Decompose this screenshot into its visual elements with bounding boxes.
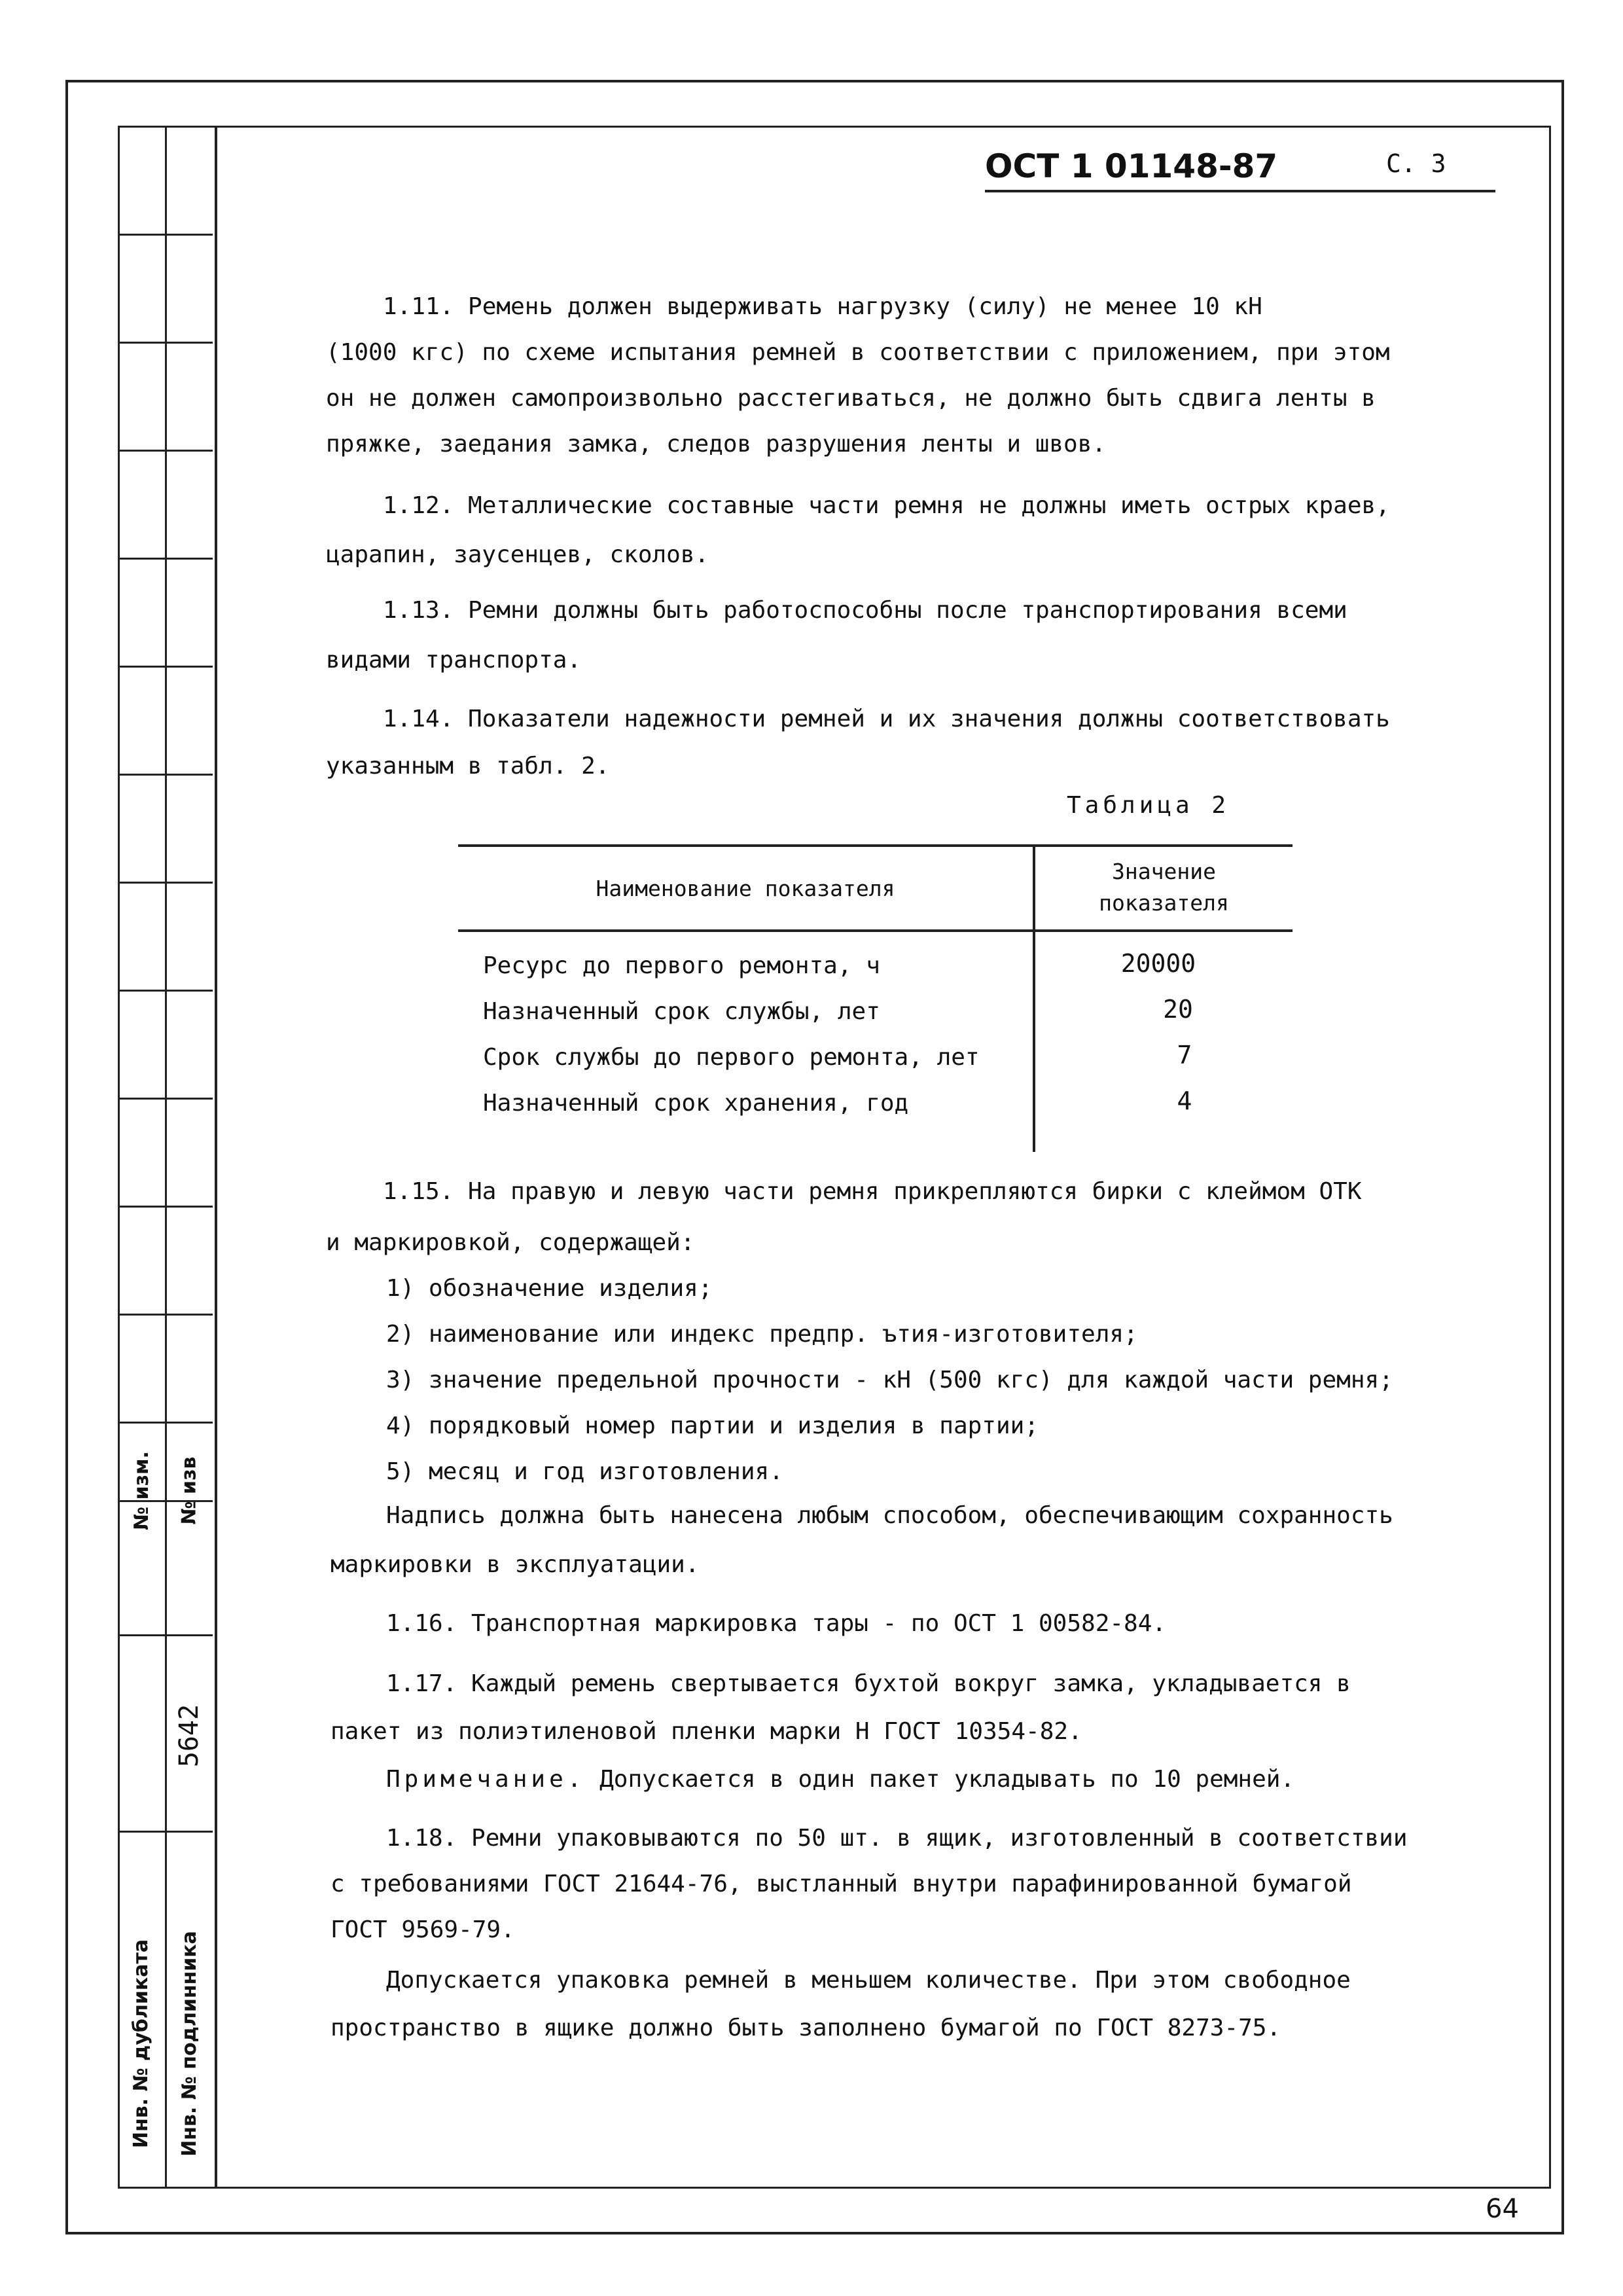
duplicate-inv-label: Инв. № дубликата [130,1939,153,2148]
strip-row-line [118,342,213,344]
strip-row-line [118,1634,213,1636]
duplicate-inv-cell [118,1906,165,2181]
paragraph-1-13-line-2: видами транспорта. [326,647,582,673]
paragraph-1-13-line-1: 1.13. Ремни должны быть работоспособны после транспортирования всеми [383,597,1347,624]
table-header-rule [458,929,1293,932]
marking-list-item: 1) обозначение изделия; [386,1275,713,1302]
marking-list-item: 2) наименование или индекс предпр. ътия-изготовителя; [386,1321,1138,1348]
strip-row-line [118,774,213,776]
document-code: ОСТ 1 01148-87 [985,147,1278,185]
strip-row-line [118,558,213,560]
note-label: Примечание. [386,1766,586,1793]
table-row-value: 20 [1163,995,1193,1024]
paragraph-1-18-line-2: с требованиями ГОСТ 21644-76, выстланный внутри парафинированной бумагой [330,1871,1352,1897]
paragraph-1-14-line-1: 1.14. Показатели надежности ремней и их значения должны соответствовать [383,706,1390,732]
paragraph-1-18-line-1: 1.18. Ремни упаковываются по 50 шт. в ящик, изготовленный в соответствии [386,1825,1408,1852]
table-row-name: Срок службы до первого ремонта, лет [483,1044,980,1071]
sheet-number: 64 [1486,2194,1519,2224]
strip-row-line [118,882,213,884]
strip-row-line [118,1831,213,1833]
table-top-rule [458,844,1293,847]
left-stamp-strip [118,126,213,2189]
note-line [386,1766,1294,1793]
table-row-value: 7 [1177,1041,1192,1069]
paragraph-1-15-line-1: 1.15. На правую и левую части ремня прикрепляются бирки с клеймом ОТК [383,1178,1362,1205]
table-row-name: Ресурс до первого ремонта, ч [483,952,880,979]
table-row-name: Назначенный срок хранения, год [483,1090,909,1117]
paragraph-1-14-line-2: указанным в табл. 2. [326,753,610,780]
strip-row-line [118,234,213,236]
change-no-label: № изм. [130,1450,153,1530]
paragraph-1-15-line-2: и маркировкой, содержащей: [326,1229,695,1256]
paragraph-1-17-line-1: 1.17. Каждый ремень свертывается бухтой вокруг замка, укладывается в [386,1670,1351,1697]
table-row-value: 20000 [1120,949,1196,978]
original-inv-number-cell [166,1670,213,1801]
marking-list-item: 5) месяц и год изготовления. [386,1458,783,1485]
change-no-cell [118,1428,165,1552]
paragraph-1-11-line-1: 1.11. Ремень должен выдерживать нагрузку (силу) не менее 10 кН [383,293,1262,320]
strip-row-line [118,990,213,992]
table-header-value-line-1: Значение [1112,859,1216,884]
table-row-value: 4 [1177,1086,1192,1115]
strip-row-line [118,1422,213,1424]
paragraph-1-18-line-3: ГОСТ 9569-79. [330,1916,515,1943]
strip-row-line [118,1098,213,1100]
page-label: С. 3 [1386,149,1446,178]
paragraph-1-11-line-3: он не должен самопроизвольно расстегиваться, не должно быть сдвига ленты в [326,385,1376,412]
table-header-name: Наименование показателя [596,876,895,901]
paragraph-marking-line-2: маркировки в эксплуатации. [330,1551,700,1578]
header-rule [985,190,1495,192]
table-caption: Таблица 2 [1067,792,1230,819]
doc-no-cell [166,1428,213,1552]
strip-row-line [118,666,213,668]
marking-list-item: 4) порядковый номер партии и изделия в партии; [386,1412,1039,1439]
doc-no-label: № изв [177,1456,201,1524]
table-row-name: Назначенный срок службы, лет [483,998,880,1025]
original-inv-cell [166,1906,213,2181]
strip-row-line [118,1206,213,1208]
paragraph-1-12-line-1: 1.12. Металлические составные части ремня не должны иметь острых краев, [383,492,1390,519]
table-header-value-line-2: показателя [1099,890,1229,916]
paragraph-1-11-line-4: пряжке, заедания замка, следов разрушения ленты и швов. [326,431,1107,457]
strip-row-line [118,450,213,452]
strip-divider [165,126,167,2189]
paragraph-marking-line-1: Надпись должна быть нанесена любым способом, обеспечивающим сохранность [386,1502,1393,1529]
paragraph-packing-line-1: Допускается упаковка ремней в меньшем количестве. При этом свободное [386,1967,1351,1994]
marking-list-item: 3) значение предельной прочности - кН (500 кгс) для каждой части ремня; [386,1367,1393,1393]
paragraph-1-11-line-2: (1000 кгс) по схеме испытания ремней в соответствии с приложением, при этом [326,339,1390,366]
original-inv-label: Инв. № подлинника [177,1930,201,2157]
paragraph-1-16: 1.16. Транспортная маркировка тары - по ОСТ 1 00582-84. [386,1610,1167,1637]
paragraph-1-17-line-2: пакет из полиэтиленовой пленки марки Н ГОСТ 10354-82. [330,1718,1082,1745]
paragraph-packing-line-2: пространство в ящике должно быть заполнено бумагой по ГОСТ 8273-75. [330,2015,1281,2041]
note-text: Допускается в один пакет укладывать по 10 ремней. [599,1766,1295,1793]
paragraph-1-12-line-2: царапин, заусенцев, сколов. [326,541,709,568]
strip-row-line [118,1314,213,1316]
original-inv-number: 5642 [174,1704,205,1768]
